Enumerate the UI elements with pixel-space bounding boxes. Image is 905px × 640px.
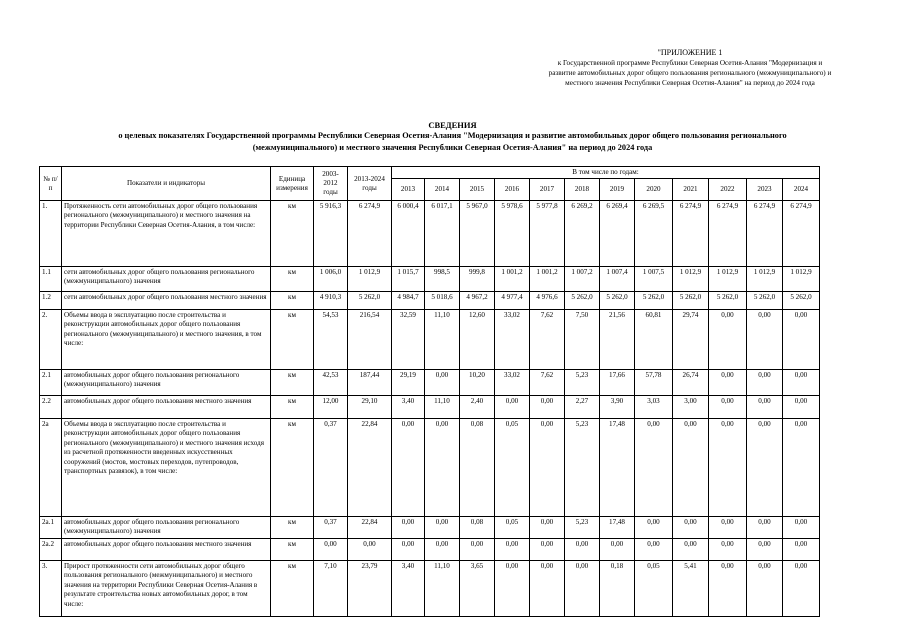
year-value: 6 017,1 bbox=[425, 201, 460, 267]
header-year: 2018 bbox=[565, 179, 600, 201]
row-number: 1.2 bbox=[40, 292, 62, 310]
year-value: 0,00 bbox=[747, 396, 783, 419]
value-2003-2012: 7,10 bbox=[314, 561, 348, 617]
year-value: 0,00 bbox=[392, 539, 425, 561]
year-value: 998,5 bbox=[425, 267, 460, 292]
year-value: 60,81 bbox=[635, 310, 673, 370]
year-value: 17,48 bbox=[600, 517, 635, 539]
appendix-line: местного значения Республики Северная Осетия-Алания" на период до 2024 года bbox=[565, 79, 815, 87]
table-row bbox=[40, 419, 820, 517]
year-value: 0,00 bbox=[783, 396, 820, 419]
year-value: 0,00 bbox=[673, 539, 709, 561]
year-value: 1 007,4 bbox=[600, 267, 635, 292]
year-value: 0,00 bbox=[783, 419, 820, 517]
year-value: 0,00 bbox=[565, 561, 600, 617]
year-value: 5 262,0 bbox=[783, 292, 820, 310]
year-value: 0,00 bbox=[600, 539, 635, 561]
year-value: 32,59 bbox=[392, 310, 425, 370]
header-year: 2021 bbox=[673, 179, 709, 201]
year-value: 7,62 bbox=[530, 310, 565, 370]
value-2013-2024: 23,79 bbox=[348, 561, 392, 617]
year-value: 3,40 bbox=[392, 396, 425, 419]
year-value: 0,00 bbox=[783, 561, 820, 617]
year-value: 6 274,9 bbox=[709, 201, 747, 267]
header-year: 2015 bbox=[460, 179, 495, 201]
year-value: 7,62 bbox=[530, 370, 565, 396]
year-value: 0,00 bbox=[747, 539, 783, 561]
year-value: 0,00 bbox=[392, 419, 425, 517]
year-value: 0,08 bbox=[460, 419, 495, 517]
year-value: 5 018,6 bbox=[425, 292, 460, 310]
year-value: 0,00 bbox=[747, 310, 783, 370]
header-year: 2017 bbox=[530, 179, 565, 201]
value-2013-2024: 1 012,9 bbox=[348, 267, 392, 292]
year-value: 1 007,5 bbox=[635, 267, 673, 292]
value-2003-2012: 4 910,3 bbox=[314, 292, 348, 310]
year-value: 0,18 bbox=[600, 561, 635, 617]
year-value: 1 001,2 bbox=[495, 267, 530, 292]
year-value: 0,00 bbox=[709, 310, 747, 370]
year-value: 0,08 bbox=[460, 517, 495, 539]
year-value: 33,02 bbox=[495, 310, 530, 370]
year-value: 29,74 bbox=[673, 310, 709, 370]
row-number: 2а.1 bbox=[40, 517, 62, 539]
indicators-table bbox=[39, 166, 820, 617]
year-value: 0,00 bbox=[495, 539, 530, 561]
document-subtitle-line: о целевых показателях Государственной программы Республики Северная Осетия-Алания "Модернизация и развитие автомобильных дорог общего пользования регионального bbox=[118, 131, 787, 140]
header-indicator: Показатели и индикаторы bbox=[62, 167, 271, 201]
header-year: 2014 bbox=[425, 179, 460, 201]
indicator-name: автомобильных дорог общего пользования регионального (межмуниципального) значения bbox=[62, 370, 271, 396]
year-value: 0,00 bbox=[425, 370, 460, 396]
indicator-name: автомобильных дорог общего пользования регионального (межмуниципального) значения bbox=[62, 517, 271, 539]
year-value: 3,00 bbox=[673, 396, 709, 419]
year-value: 0,00 bbox=[635, 517, 673, 539]
year-value: 0,00 bbox=[747, 370, 783, 396]
year-value: 2,27 bbox=[565, 396, 600, 419]
year-value: 0,00 bbox=[747, 517, 783, 539]
year-value: 0,00 bbox=[530, 396, 565, 419]
year-value: 1 012,9 bbox=[747, 267, 783, 292]
table-row bbox=[40, 370, 820, 396]
year-value: 0,00 bbox=[425, 419, 460, 517]
year-value: 17,66 bbox=[600, 370, 635, 396]
year-value: 0,00 bbox=[635, 419, 673, 517]
year-value: 0,05 bbox=[495, 419, 530, 517]
year-value: 6 269,4 bbox=[600, 201, 635, 267]
value-2013-2024: 6 274,9 bbox=[348, 201, 392, 267]
year-value: 12,60 bbox=[460, 310, 495, 370]
year-value: 5 978,6 bbox=[495, 201, 530, 267]
year-value: 6 269,5 bbox=[635, 201, 673, 267]
document-title: СВЕДЕНИЯ bbox=[428, 120, 477, 130]
year-value: 0,00 bbox=[709, 396, 747, 419]
year-value: 0,00 bbox=[709, 370, 747, 396]
value-2003-2012: 54,53 bbox=[314, 310, 348, 370]
table-row bbox=[40, 201, 820, 267]
year-value: 33,02 bbox=[495, 370, 530, 396]
year-value: 5 262,0 bbox=[600, 292, 635, 310]
year-value: 11,10 bbox=[425, 561, 460, 617]
year-value: 0,00 bbox=[530, 561, 565, 617]
value-2013-2024: 5 262,0 bbox=[348, 292, 392, 310]
header-unit: Единица измерения bbox=[271, 167, 314, 201]
year-value: 0,00 bbox=[460, 539, 495, 561]
row-number: 2. bbox=[40, 310, 62, 370]
year-value: 1 001,2 bbox=[530, 267, 565, 292]
year-value: 0,00 bbox=[635, 539, 673, 561]
appendix-block bbox=[505, 48, 875, 88]
unit-cell: км bbox=[271, 561, 314, 617]
year-value: 6 269,2 bbox=[565, 201, 600, 267]
year-value: 1 007,2 bbox=[565, 267, 600, 292]
unit-cell: км bbox=[271, 517, 314, 539]
year-value: 3,65 bbox=[460, 561, 495, 617]
header-year: 2013 bbox=[392, 179, 425, 201]
row-number: 2а bbox=[40, 419, 62, 517]
year-value: 57,78 bbox=[635, 370, 673, 396]
year-value: 11,10 bbox=[425, 310, 460, 370]
appendix-line: развитие автомобильных дорог общего пользования регионального (межмуниципального) и bbox=[548, 69, 832, 77]
value-2003-2012: 5 916,3 bbox=[314, 201, 348, 267]
row-number: 2а.2 bbox=[40, 539, 62, 561]
year-value: 0,00 bbox=[747, 561, 783, 617]
unit-cell: км bbox=[271, 292, 314, 310]
row-number: 2.2 bbox=[40, 396, 62, 419]
appendix-line: к Государственной программе Республики Северная Осетия-Алания "Модернизация и bbox=[557, 59, 823, 67]
indicator-name: сети автомобильных дорог общего пользования местного значения bbox=[62, 292, 271, 310]
year-value: 0,00 bbox=[425, 539, 460, 561]
value-2013-2024: 216,54 bbox=[348, 310, 392, 370]
year-value: 4 977,4 bbox=[495, 292, 530, 310]
year-value: 0,05 bbox=[495, 517, 530, 539]
year-value: 6 274,9 bbox=[747, 201, 783, 267]
year-value: 0,00 bbox=[425, 517, 460, 539]
value-2013-2024: 29,10 bbox=[348, 396, 392, 419]
year-value: 5 262,0 bbox=[565, 292, 600, 310]
year-value: 5,23 bbox=[565, 370, 600, 396]
year-value: 11,10 bbox=[425, 396, 460, 419]
year-value: 0,00 bbox=[565, 539, 600, 561]
year-value: 0,00 bbox=[783, 539, 820, 561]
year-value: 1 012,9 bbox=[673, 267, 709, 292]
header-period-2013-2024: 2013-2024 годы bbox=[348, 167, 392, 201]
year-value: 0,00 bbox=[530, 419, 565, 517]
year-value: 3,03 bbox=[635, 396, 673, 419]
indicator-name: Объемы ввода в эксплуатацию после строительства и реконструкции автомобильных дорог общего пользования регионального (межмуниципального) и местного значения, в том числе: bbox=[62, 310, 271, 370]
value-2003-2012: 12,00 bbox=[314, 396, 348, 419]
year-value: 5 262,0 bbox=[673, 292, 709, 310]
year-value: 0,00 bbox=[673, 419, 709, 517]
header-num: № п/п bbox=[40, 167, 62, 201]
indicator-name: сети автомобильных дорог общего пользования регионального (межмуниципального) значения bbox=[62, 267, 271, 292]
unit-cell: км bbox=[271, 201, 314, 267]
value-2013-2024: 187,44 bbox=[348, 370, 392, 396]
year-value: 4 976,6 bbox=[530, 292, 565, 310]
year-value: 10,20 bbox=[460, 370, 495, 396]
year-value: 4 984,7 bbox=[392, 292, 425, 310]
row-number: 2.1 bbox=[40, 370, 62, 396]
value-2013-2024: 22,84 bbox=[348, 517, 392, 539]
year-value: 4 967,2 bbox=[460, 292, 495, 310]
table-row bbox=[40, 310, 820, 370]
year-value: 0,00 bbox=[673, 517, 709, 539]
unit-cell: км bbox=[271, 310, 314, 370]
header-year: 2020 bbox=[635, 179, 673, 201]
year-value: 1 012,9 bbox=[783, 267, 820, 292]
indicator-name: Объемы ввода в эксплуатацию после строительства и реконструкции автомобильных дорог общего пользования регионального (межмуниципального) и местного значения исходя из расчетной протяженности введенных искусственных сооружений (мостов, мостовых переходов, путепроводов, транспортных развязок), в том числе: bbox=[62, 419, 271, 517]
header-year: 2024 bbox=[783, 179, 820, 201]
value-2003-2012: 42,53 bbox=[314, 370, 348, 396]
year-value: 3,40 bbox=[392, 561, 425, 617]
row-number: 1.1 bbox=[40, 267, 62, 292]
value-2003-2012: 0,37 bbox=[314, 419, 348, 517]
unit-cell: км bbox=[271, 539, 314, 561]
table-row bbox=[40, 517, 820, 539]
indicator-name: Прирост протяженности сети автомобильных дорог общего пользования регионального (межмуниципального) и местного значения на территории Республики Северная Осетия-Алания в результате строительства новых автомобильных дорог, в том числе: bbox=[62, 561, 271, 617]
table-row bbox=[40, 292, 820, 310]
year-value: 0,00 bbox=[530, 539, 565, 561]
year-value: 6 274,9 bbox=[673, 201, 709, 267]
year-value: 2,40 bbox=[460, 396, 495, 419]
year-value: 5 977,8 bbox=[530, 201, 565, 267]
row-number: 1. bbox=[40, 201, 62, 267]
year-value: 5,23 bbox=[565, 517, 600, 539]
year-value: 5 262,0 bbox=[747, 292, 783, 310]
year-value: 1 012,9 bbox=[709, 267, 747, 292]
unit-cell: км bbox=[271, 370, 314, 396]
header-year: 2022 bbox=[709, 179, 747, 201]
table-row bbox=[40, 539, 820, 561]
indicator-name: Протяженность сети автомобильных дорог общего пользования регионального (межмуниципального) и местного значения на территории Республики Северная Осетия-Алания, в том числе: bbox=[62, 201, 271, 267]
header-year: 2016 bbox=[495, 179, 530, 201]
year-value: 0,00 bbox=[392, 517, 425, 539]
document-subtitle-line: (межмуниципального) и местного значения Республики Северная Осетия-Алания" на период до 2024 года bbox=[252, 143, 653, 152]
appendix-title: "ПРИЛОЖЕНИЕ 1 bbox=[657, 48, 723, 57]
year-value: 0,00 bbox=[783, 370, 820, 396]
year-value: 0,00 bbox=[709, 561, 747, 617]
year-value: 5,23 bbox=[565, 419, 600, 517]
year-value: 6 274,9 bbox=[783, 201, 820, 267]
table-row bbox=[40, 396, 820, 419]
year-value: 1 015,7 bbox=[392, 267, 425, 292]
table-row bbox=[40, 561, 820, 617]
unit-cell: км bbox=[271, 419, 314, 517]
year-value: 17,48 bbox=[600, 419, 635, 517]
year-value: 3,90 bbox=[600, 396, 635, 419]
value-2003-2012: 0,00 bbox=[314, 539, 348, 561]
year-value: 7,50 bbox=[565, 310, 600, 370]
unit-cell: км bbox=[271, 267, 314, 292]
value-2003-2012: 0,37 bbox=[314, 517, 348, 539]
year-value: 5 262,0 bbox=[635, 292, 673, 310]
year-value: 0,00 bbox=[783, 310, 820, 370]
year-value: 0,00 bbox=[495, 561, 530, 617]
year-value: 21,56 bbox=[600, 310, 635, 370]
row-number: 3. bbox=[40, 561, 62, 617]
year-value: 0,00 bbox=[495, 396, 530, 419]
year-value: 0,00 bbox=[709, 419, 747, 517]
header-period-2003-2012: 2003-2012 годы bbox=[314, 167, 348, 201]
year-value: 0,00 bbox=[530, 517, 565, 539]
value-2013-2024: 0,00 bbox=[348, 539, 392, 561]
indicator-name: автомобильных дорог общего пользования местного значения bbox=[62, 396, 271, 419]
year-value: 5 967,0 bbox=[460, 201, 495, 267]
year-value: 6 000,4 bbox=[392, 201, 425, 267]
value-2003-2012: 1 006,0 bbox=[314, 267, 348, 292]
value-2013-2024: 22,84 bbox=[348, 419, 392, 517]
year-value: 29,19 bbox=[392, 370, 425, 396]
indicator-name: автомобильных дорог общего пользования местного значения bbox=[62, 539, 271, 561]
header-year: 2019 bbox=[600, 179, 635, 201]
year-value: 0,00 bbox=[783, 517, 820, 539]
year-value: 0,00 bbox=[709, 517, 747, 539]
year-value: 5 262,0 bbox=[709, 292, 747, 310]
year-value: 0,00 bbox=[709, 539, 747, 561]
year-value: 0,05 bbox=[635, 561, 673, 617]
year-value: 26,74 bbox=[673, 370, 709, 396]
year-value: 999,8 bbox=[460, 267, 495, 292]
unit-cell: км bbox=[271, 396, 314, 419]
table-row bbox=[40, 267, 820, 292]
header-including-years: В том числе по годам: bbox=[392, 167, 820, 179]
year-value: 5,41 bbox=[673, 561, 709, 617]
year-value: 0,00 bbox=[747, 419, 783, 517]
header-year: 2023 bbox=[747, 179, 783, 201]
